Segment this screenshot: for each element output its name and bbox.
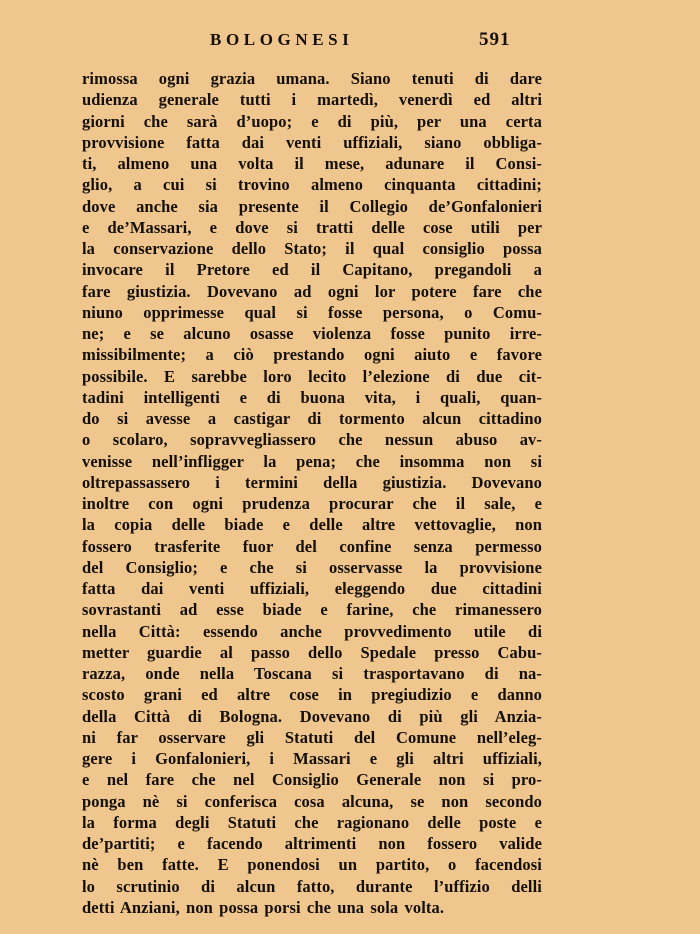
text-line: missibilmente; a ciò prestando ogni aiuto e favore bbox=[82, 345, 542, 365]
text-line: scosto grani ed altre cose in pregiudizio e danno bbox=[82, 685, 542, 705]
text-line: la conservazione dello Stato; il qual consiglio possa bbox=[82, 239, 542, 258]
text-line: possibile. E sarebbe loro lecito l’elezione di due cit- bbox=[82, 366, 542, 386]
text-line: do si avesse a castigar di tormento alcun cittadino bbox=[82, 409, 542, 428]
text-line: venisse nell’infligger la pena; che insomma non si bbox=[82, 451, 542, 471]
running-head-title: BOLOGNESI bbox=[210, 30, 354, 49]
text-line: metter guardie al passo dello Spedale presso Cabu- bbox=[82, 642, 542, 662]
text-line: giorni che sarà d’uopo; e di più, per una certa bbox=[82, 111, 542, 131]
text-line: ne; e se alcuno osasse violenza fosse punito irre- bbox=[82, 324, 542, 343]
text-line: niuno opprimesse qual si fosse persona, o Comu- bbox=[82, 302, 542, 322]
text-line: rimossa ogni grazia umana. Siano tenuti di dare bbox=[82, 69, 542, 88]
text-line: ponga nè si conferisca cosa alcuna, se non secondo bbox=[82, 791, 542, 811]
text-line: oltrepassassero i termini della giustizia. Dovevano bbox=[82, 472, 542, 492]
text-line: razza, onde nella Toscana si trasportavano di na- bbox=[82, 664, 542, 683]
text-line: e nel fare che nel Consiglio Generale non si pro- bbox=[82, 770, 542, 790]
text-line: dove anche sia presente il Collegio de’Gonfalonieri bbox=[82, 196, 542, 216]
text-line: del Consiglio; e che si osservasse la provvisione bbox=[82, 557, 542, 577]
body-text bbox=[82, 68, 542, 918]
text-line: tadini intelligenti e di buona vita, i quali, quan- bbox=[82, 387, 542, 407]
text-line: ni far osservare gli Statuti del Comune nell’eleg- bbox=[82, 727, 542, 747]
text-line: nè ben fatte. E ponendosi un partito, o facendosi bbox=[82, 855, 542, 875]
text-line: la copia delle biade e delle altre vettovaglie, non bbox=[82, 515, 542, 535]
text-line: la forma degli Statuti che ragionano delle poste e bbox=[82, 812, 542, 832]
text-line: della Città di Bologna. Dovevano di più gli Anzia- bbox=[82, 706, 542, 726]
text-line: invocare il Pretore ed il Capitano, pregandoli a bbox=[82, 260, 542, 280]
text-line: ti, almeno una volta il mese, adunare il Consi- bbox=[82, 154, 542, 173]
text-line: gere i Gonfalonieri, i Massari e gli altri uffiziali, bbox=[82, 749, 542, 768]
text-line: glio, a cui si trovino almeno cinquanta cittadini; bbox=[82, 175, 542, 195]
text-line: sovrastanti ad esse biade e farine, che rimanessero bbox=[82, 600, 542, 620]
page-number: 591 bbox=[479, 29, 511, 50]
text-line: fare giustizia. Dovevano ad ogni lor potere fare che bbox=[82, 281, 542, 301]
text-line: e de’Massari, e dove si tratti delle cose utili per bbox=[82, 217, 542, 237]
text-line: nella Città: essendo anche provvedimento utile di bbox=[82, 621, 542, 641]
text-line: o scolaro, sopravvegliassero che nessun abuso av- bbox=[82, 430, 542, 450]
text-line: detti Anziani, non possa porsi che una sola volta. bbox=[82, 897, 445, 917]
text-line: inoltre con ogni prudenza procurar che il sale, e bbox=[82, 494, 542, 513]
text-line: lo scrutinio di alcun fatto, durante l’uffizio delli bbox=[82, 876, 542, 896]
text-line: udienza generale tutti i martedì, venerdì ed altri bbox=[82, 90, 542, 110]
text-line: fossero trasferite fuor del confine senza permesso bbox=[82, 536, 542, 556]
running-head bbox=[82, 30, 542, 56]
text-line: de’partiti; e facendo altrimenti non fossero valide bbox=[82, 834, 542, 853]
text-line: provvisione fatta dai venti uffiziali, siano obbliga- bbox=[82, 132, 542, 152]
text-line: fatta dai venti uffiziali, eleggendo due cittadini bbox=[82, 579, 542, 598]
